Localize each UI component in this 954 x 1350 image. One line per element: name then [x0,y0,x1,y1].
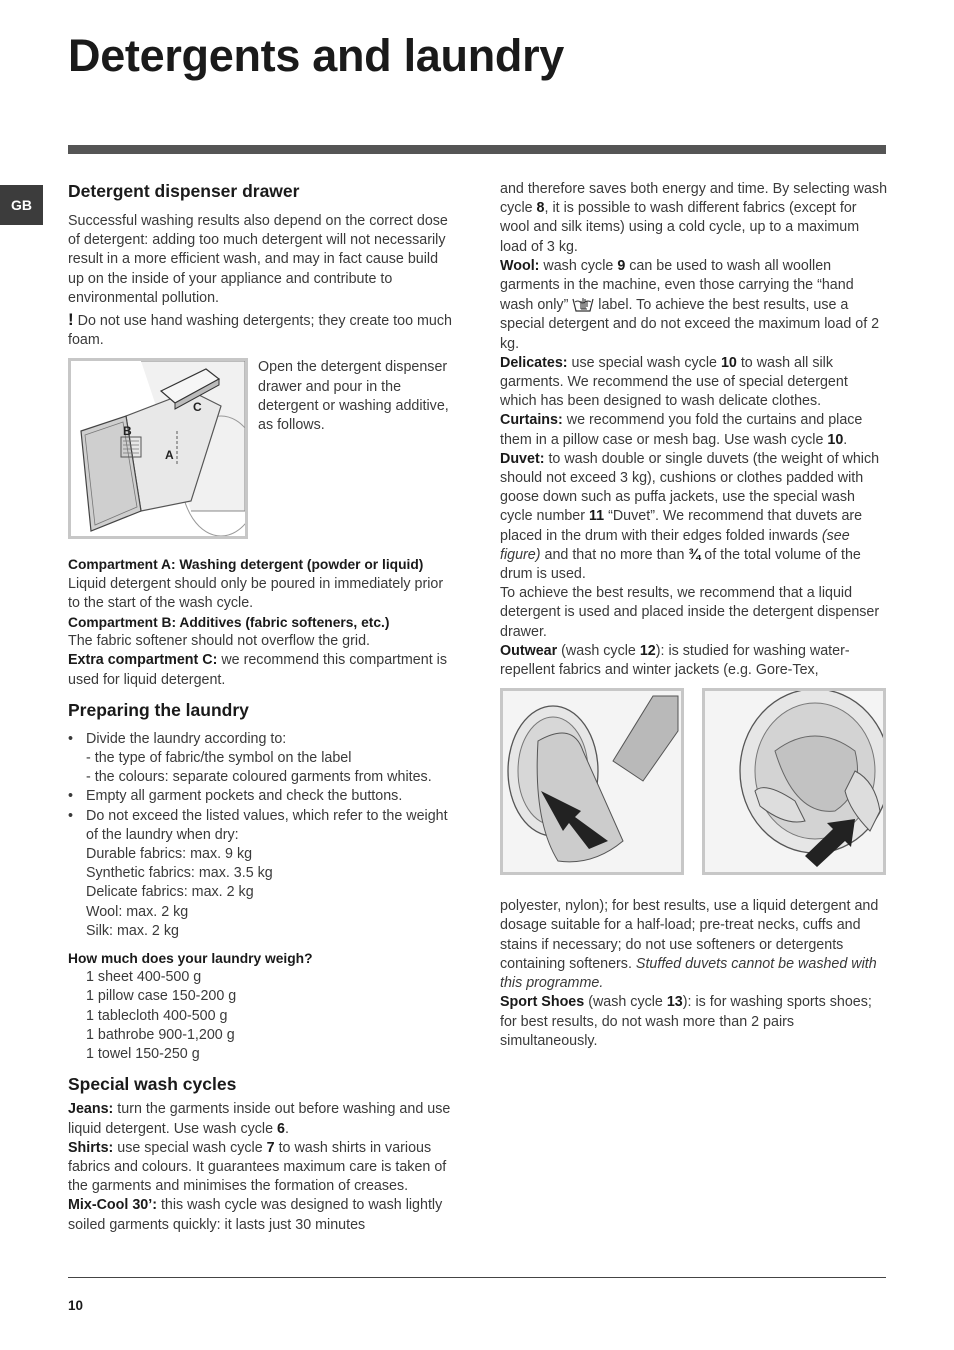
cycle-number: 6 [277,1120,285,1137]
shirts-label: Shirts: [68,1139,114,1156]
page-number: 10 [68,1298,84,1313]
dispenser-figure-row [68,358,453,539]
compartment-b-title: Compartment B: Additives (fabric softeners, etc.) [68,615,390,631]
list-item [86,807,453,941]
compartment-a-text: Liquid detergent should only be poured in immediately prior to the start of the wash cycle. [68,575,444,611]
cycle-number: 13 [666,994,683,1011]
figure-caption: Open the detergent dispenser drawer and pour in the detergent or washing additive, as follows. [258,359,449,434]
curtains-paragraph [500,411,888,449]
duvet-photo-1 [500,688,684,875]
text: label. To achieve the best results, use a special detergent and do not exceed the maximum load of 2 kg. [500,297,880,352]
text: and that no more than [540,546,689,563]
cycle-number: 9 [617,257,626,274]
compartment-b-text: The fabric softener should not overflow the grid. [68,633,370,650]
dispenser-drawer-figure [68,358,248,539]
text: wash cycle [539,257,618,274]
weight-item: 1 sheet 400-500 g [86,969,202,986]
text: we recommend you fold the curtains and place them in a pillow case or mesh bag. Use wash cycle [500,412,863,448]
weight-item: 1 towel 150-250 g [86,1046,200,1063]
right-column [500,180,888,1051]
shirts-end: to wash shirts in various fabrics and colours. It guarantees maximum care is taken of the garments and minimises the formation of creases. [68,1139,447,1195]
curtains-label: Curtains: [500,412,563,429]
duvet-folding-icon [705,691,883,872]
label-a: A [165,448,174,463]
wool-paragraph [500,257,888,354]
weight-item: 1 tablecloth 400-500 g [86,1007,228,1024]
dispenser-warning [68,310,453,350]
fraction: ¾ [688,546,701,563]
duvet-photo-2 [702,688,886,875]
text: polyester, nylon); for best results, use a liquid detergent and dosage suitable for a half-load; pre-treat necks, cuffs and stains if necessary; do not use softeners or detergents containing softeners. [500,898,879,972]
jeans-end: . [284,1120,289,1137]
compartment-c [68,651,453,689]
sport-shoes-paragraph [500,993,888,1051]
text: . [843,431,848,448]
weight-item: 1 bathrobe 900-1,200 g [86,1026,235,1043]
cycle-number: 8 [536,200,545,217]
outwear-label: Outwear [500,642,558,659]
jeans-text: turn the garments inside out before washing and use liquid detergent. Use wash cycle [68,1101,451,1137]
cycle-number: 10 [827,431,844,448]
cycle-number: 7 [266,1139,275,1156]
mixcool-paragraph [68,1196,453,1234]
limit-item: Durable fabrics: max. 9 kg [86,846,253,863]
preparing-list [68,730,453,941]
list-item [86,730,453,788]
jeans-label: Jeans: [68,1101,114,1118]
page-title: Detergents and laundry [68,30,565,81]
footer-rule [68,1277,886,1278]
cycle-number: 10 [720,354,737,371]
language-tab: GB [0,185,43,225]
jeans-paragraph [68,1100,453,1138]
outwear-paragraph [500,642,888,680]
duvet-label: Duvet: [500,450,545,467]
text: , it is possible to wash different fabrics (except for wool and silk items) using a cold cycle, up to a maximum load of 3 kg. [500,200,860,255]
limit-item: Synthetic fabrics: max. 3.5 kg [86,865,273,882]
bullet-text: Divide the laundry according to: [86,730,287,747]
text: to wash all silk garments. We recommend the use of special detergent which has been designed to wash delicate clothes. [500,354,848,410]
shirts-paragraph [68,1139,453,1197]
text: to wash double or single duvets (the weight of which should not exceed 3 kg), cushions or clothes padded with goose down such as puffa jackets, use the special wash cycle number [500,450,880,525]
limit-item: Wool: max. 2 kg [86,903,189,920]
sub-item: - the colours: separate coloured garments from whites. [86,769,432,786]
sport-shoes-label: Sport Shoes [500,994,585,1011]
preparing-heading: Preparing the laundry [68,699,249,720]
mixcool-text: this wash cycle was designed to wash lightly soiled garments quickly: it lasts just 30 minutes [68,1197,443,1233]
wool-label: Wool: [500,257,540,274]
limit-item: Silk: max. 2 kg [86,922,179,939]
special-heading: Special wash cycles [68,1074,237,1095]
label-b: B [123,424,132,439]
compartment-c-text: we recommend this compartment is used for liquid detergent. [68,652,447,688]
limit-item: Delicate fabrics: max. 2 kg [86,884,254,901]
text: ): is studied for washing water-repellent fabrics and winter jackets (e.g. Gore-Tex, [500,642,850,679]
shirts-text: use special wash cycle [113,1139,267,1156]
text: ): is for washing sports shoes; for best results, do not wash more than 2 pairs simultaneously. [500,994,872,1049]
weights-list [68,968,453,1064]
compartment-a-title: Compartment A: Washing detergent (powder or liquid) [68,557,424,573]
text: (wash cycle [557,642,640,659]
text: of the total volume of the drum is used. [500,546,861,583]
hand-wash-icon [572,295,594,313]
duvet-tip: To achieve the best results, we recommend that a liquid detergent is used and placed inside the detergent dispenser drawer. [500,585,880,640]
delicates-paragraph [500,354,888,412]
text: and therefore saves both energy and time. By selecting wash cycle [500,181,888,217]
duvet-paragraph [500,450,888,584]
duvet-photos [500,688,888,875]
cycle-number: 11 [589,508,605,525]
label-c: C [193,400,202,415]
left-column [68,180,453,1235]
text: (wash cycle [584,994,667,1011]
mixcool-continued [500,180,888,257]
bullet-text: Do not exceed the listed values, which refer to the weight of the laundry when dry: [86,807,448,843]
sub-item: - the type of fabric/the symbol on the label [86,750,352,767]
title-rule [68,145,886,154]
duvet-loading-icon [503,691,681,872]
compartment-c-title: Extra compartment C: [68,652,218,669]
weigh-heading: How much does your laundry weigh? [68,951,313,967]
warning-text: Do not use hand washing detergents; they create too much foam. [68,313,452,349]
text: “Duvet”. We recommend that duvets are placed in the drum with their edges folded inwards [500,508,863,544]
see-figure: (see figure) [500,527,850,563]
dispenser-intro: Successful washing results also depend on the correct dose of detergent: adding too much detergent will not necessarily result in a more efficient wash, and may in fact cause build up on the inside of your appliance and contribute to environmental pollution. [68,213,448,306]
dispenser-drawer-icon [71,361,245,536]
dispenser-heading: Detergent dispenser drawer [68,181,300,201]
list-item: • Empty all garment pockets and check the buttons. [86,787,453,806]
outwear-note: Stuffed duvets cannot be washed with this programme. [500,955,877,992]
weight-item: 1 pillow case 150-200 g [86,988,237,1005]
text: can be used to wash all woollen garments in the machine, even those carrying the “hand wash only” [500,257,854,314]
delicates-label: Delicates: [500,354,568,371]
cycle-number: 12 [639,642,656,659]
outwear-continued [500,897,888,993]
mixcool-label: Mix-Cool 30’: [68,1197,157,1214]
warning-icon: ! [68,310,74,330]
text: use special wash cycle [567,354,721,371]
